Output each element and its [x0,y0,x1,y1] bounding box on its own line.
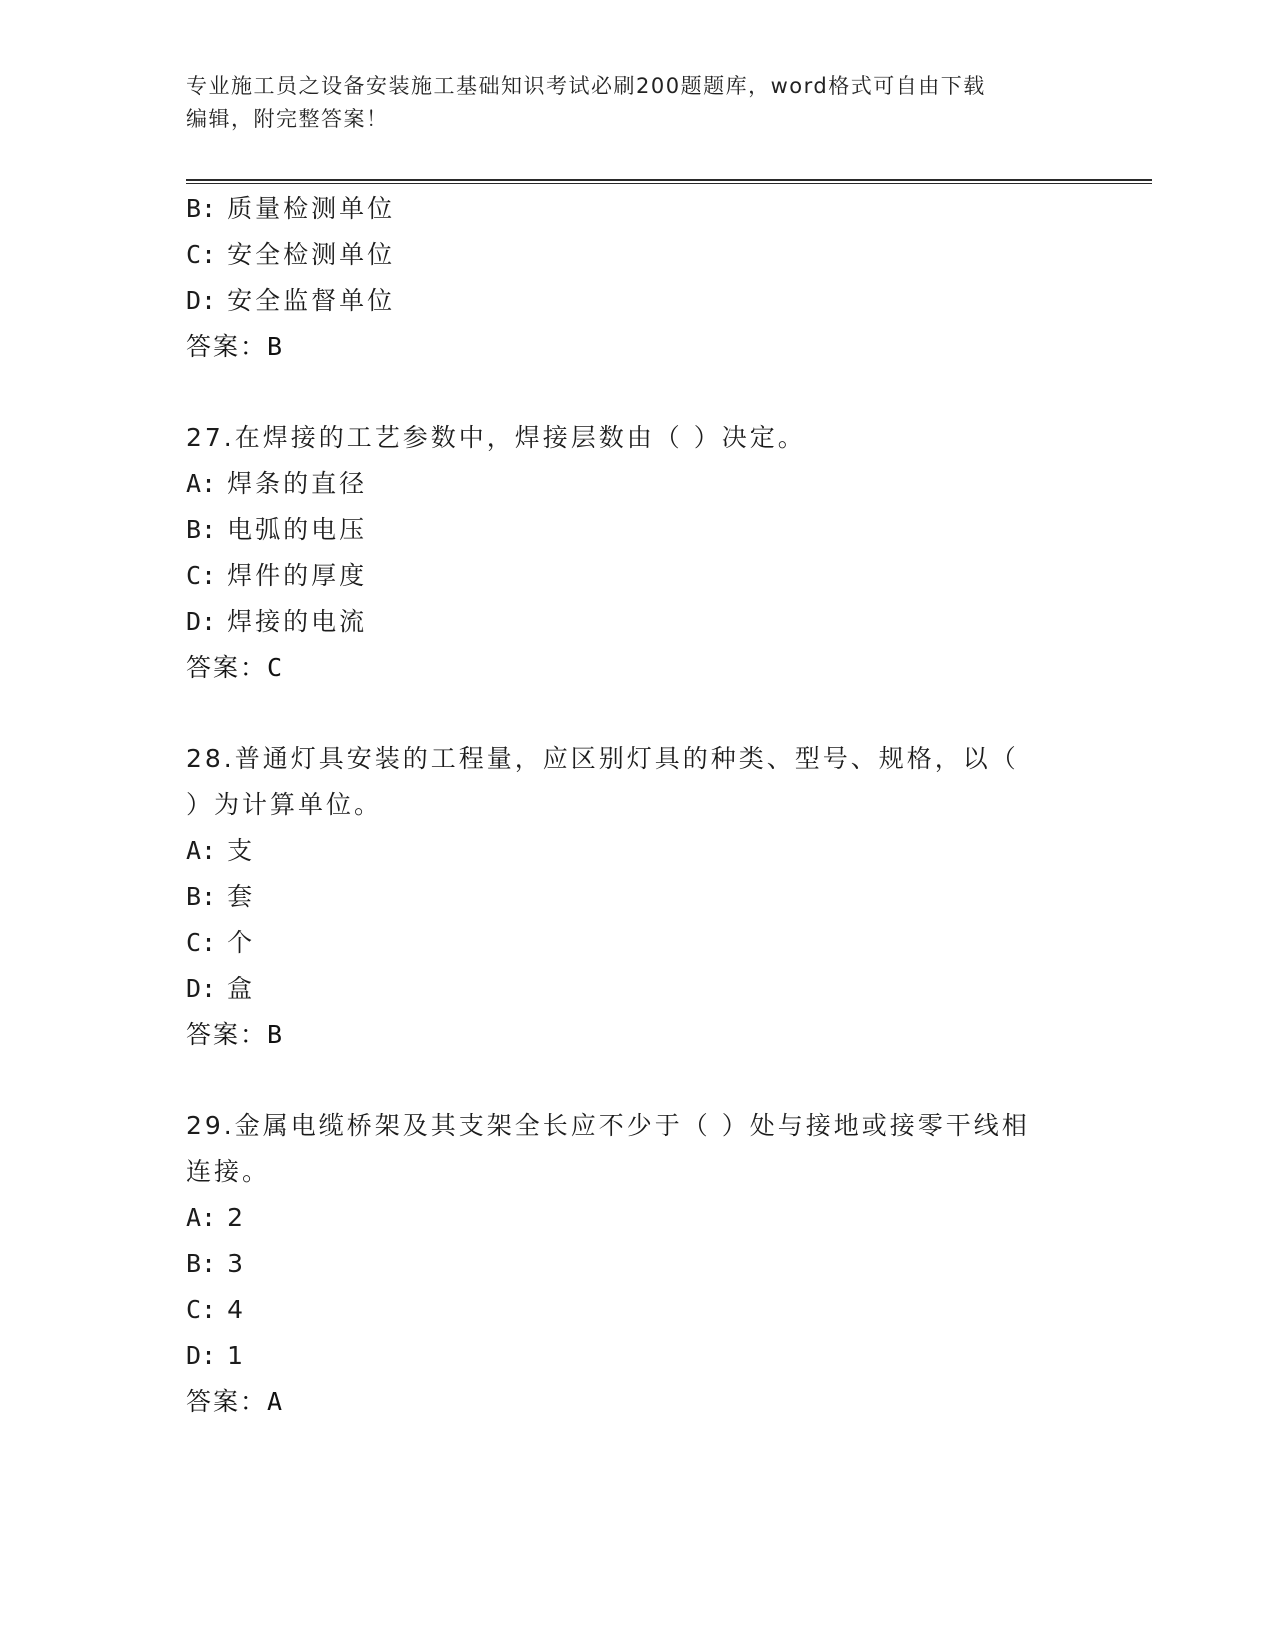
option-d: D: 1 [186,1341,246,1370]
option-b: B: 质量检测单位 [186,194,396,223]
option-a: A: 焊条的直径 [186,469,368,498]
option-a: A: 2 [186,1203,246,1232]
question-block-28 [186,736,1066,1058]
answer-line: 答案：B [186,1020,283,1049]
option-b: B: 3 [186,1249,246,1278]
option-c: C: 安全检测单位 [186,240,396,269]
spacer [186,1058,1066,1103]
option-c: C: 焊件的厚度 [186,561,368,590]
answer-value: B [267,332,283,361]
answer-line: 答案：A [186,1387,283,1416]
question-stem-line-2: 连接。 [186,1157,271,1186]
question-stem-line-1: 28.普通灯具安装的工程量，应区别灯具的种类、型号、规格，以（ [186,744,1019,773]
document-header [186,70,1066,136]
header-title-line-2: 编辑，附完整答案！ [186,107,389,131]
question-block-29 [186,1103,1066,1425]
answer-line: 答案：C [186,653,283,682]
option-b: B: 电弧的电压 [186,515,368,544]
option-d: D: 焊接的电流 [186,607,368,636]
answer-value: B [267,1020,283,1049]
spacer [186,370,1066,415]
header-divider [186,179,1152,184]
answer-line: 答案：B [186,332,283,361]
question-block-26 [186,186,1066,370]
option-c: C: 4 [186,1295,246,1324]
option-d: D: 盒 [186,974,256,1003]
option-b: B: 套 [186,882,256,911]
question-stem-line-1: 29.金属电缆桥架及其支架全长应不少于（ ）处与接地或接零干线相 [186,1111,1030,1140]
header-title-line-1: 专业施工员之设备安装施工基础知识考试必刷200题题库，word格式可自由下载 [186,74,986,98]
question-stem: 27.在焊接的工艺参数中，焊接层数由（ ）决定。 [186,423,806,452]
answer-value: A [267,1387,283,1416]
spacer [186,691,1066,736]
option-d: D: 安全监督单位 [186,286,396,315]
option-a: A: 支 [186,836,256,865]
question-stem-line-2: ）为计算单位。 [186,790,383,819]
option-c: C: 个 [186,928,256,957]
answer-value: C [267,653,283,682]
question-block-27 [186,415,1066,691]
question-list [186,186,1066,1425]
